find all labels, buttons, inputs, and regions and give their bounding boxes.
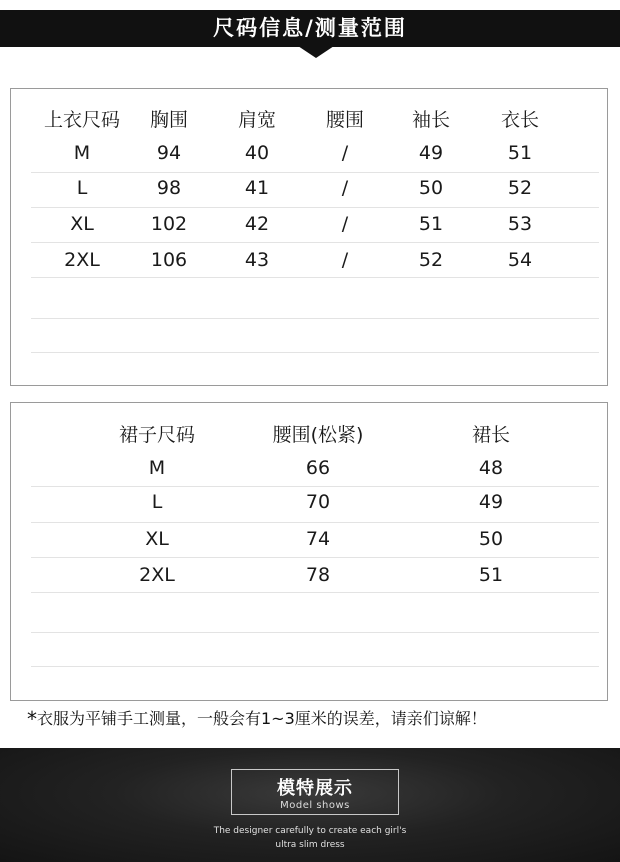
measurement-cell: 50 [418, 177, 444, 199]
measurement-cell: / [341, 142, 349, 164]
header-cell: 腰围 [325, 109, 365, 131]
row-divider [31, 632, 599, 633]
measurement-cell: 51 [418, 213, 444, 235]
measurement-cell: 40 [244, 142, 270, 164]
measurement-cell: 102 [150, 213, 188, 235]
measurement-cell: 52 [507, 177, 533, 199]
size-cell: XL [70, 213, 94, 235]
size-cell: 2XL [139, 564, 175, 586]
measurement-cell: 53 [507, 213, 533, 235]
size-cell: L [76, 177, 88, 199]
bottom-size-table [10, 402, 608, 701]
size-cell: L [151, 491, 163, 513]
header-notch [298, 46, 334, 58]
size-cell: XL [145, 528, 169, 550]
measurement-cell: 74 [305, 528, 331, 550]
measurement-cell: / [341, 213, 349, 235]
row-divider [31, 592, 599, 593]
size-cell: M [73, 142, 91, 164]
size-cell: M [148, 457, 166, 479]
header-cell: 裙长 [471, 424, 511, 446]
header-cell: 袖长 [411, 109, 451, 131]
measurement-cell: 48 [478, 457, 504, 479]
header-cell: 胸围 [149, 109, 189, 131]
size-cell: 2XL [64, 249, 100, 271]
note-star: * [27, 707, 37, 731]
header-cell: 腰围(松紧) [272, 424, 364, 446]
row-divider [31, 522, 599, 523]
measurement-cell: 78 [305, 564, 331, 586]
measurement-cell: 50 [478, 528, 504, 550]
measurement-cell: 66 [305, 457, 331, 479]
measurement-note [27, 706, 487, 731]
header-cell: 肩宽 [237, 109, 277, 131]
header-cell: 衣长 [500, 109, 540, 131]
measurement-cell: 43 [244, 249, 270, 271]
measurement-cell: 49 [478, 491, 504, 513]
model-subtitle: Model shows [280, 800, 350, 811]
measurement-cell: 49 [418, 142, 444, 164]
measurement-cell: 54 [507, 249, 533, 271]
measurement-cell: 70 [305, 491, 331, 513]
model-title: 模特展示 [277, 778, 353, 799]
measurement-cell: / [341, 177, 349, 199]
row-divider [31, 277, 599, 278]
footer-tagline-2: ultra slim dress [275, 840, 345, 850]
note-text: 衣服为平铺手工测量，一般会有1~3厘米的误差，请亲们谅解！ [37, 709, 487, 728]
page-title: 尺码信息/测量范围 [213, 16, 407, 40]
measurement-cell: 51 [478, 564, 504, 586]
measurement-cell: 51 [507, 142, 533, 164]
row-divider [31, 242, 599, 243]
measurement-cell: 52 [418, 249, 444, 271]
measurement-cell: 106 [150, 249, 188, 271]
measurement-cell: 41 [244, 177, 270, 199]
top-size-table [10, 88, 608, 386]
row-divider [31, 207, 599, 208]
row-divider [31, 486, 599, 487]
measurement-cell: 94 [156, 142, 182, 164]
row-divider [31, 352, 599, 353]
footer-tagline-1: The designer carefully to create each girl's [213, 826, 407, 836]
header-cell: 裙子尺码 [118, 424, 196, 446]
row-divider [31, 318, 599, 319]
measurement-cell: 98 [156, 177, 182, 199]
header-cell: 上衣尺码 [43, 109, 121, 131]
row-divider [31, 557, 599, 558]
measurement-cell: / [341, 249, 349, 271]
measurement-cell: 42 [244, 213, 270, 235]
row-divider [31, 172, 599, 173]
row-divider [31, 666, 599, 667]
